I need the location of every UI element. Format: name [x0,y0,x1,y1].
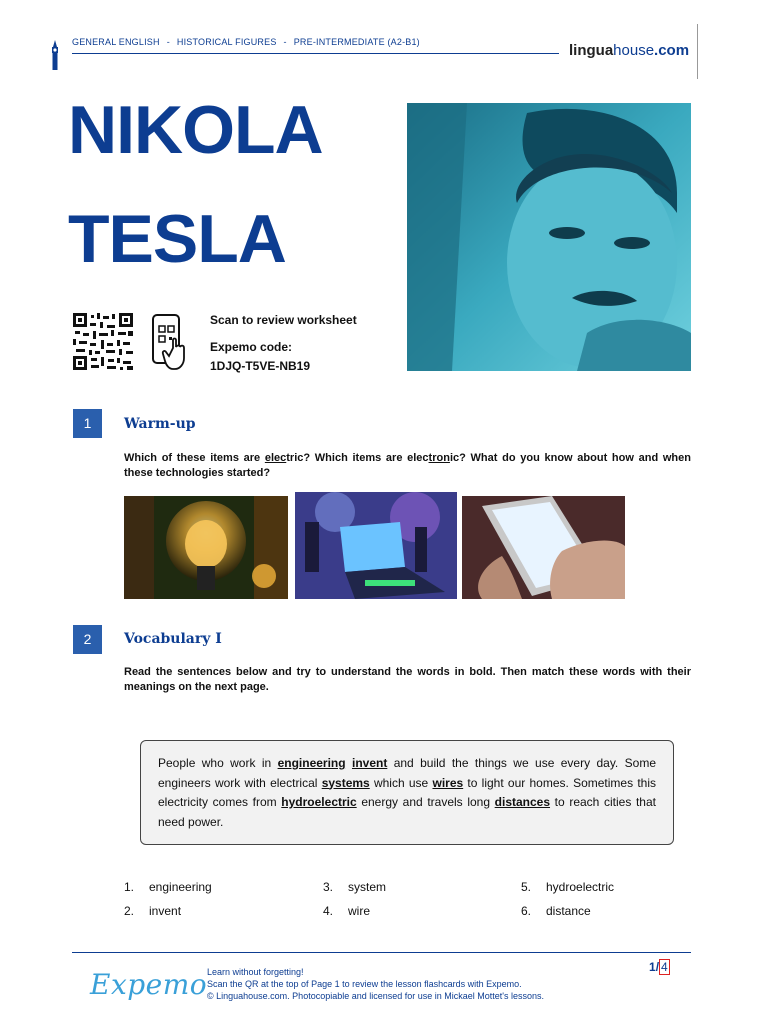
passage-text-4: which use [369,775,433,790]
instr-part-2: tric? Which items are elec [286,452,429,464]
instr-part-3: ic? What do you know about how and when these technologies started? [124,452,691,479]
page-number [649,960,670,974]
title-line-2: TESLA [68,201,286,277]
section-1-title: Warm-up [124,416,196,432]
breadcrumb-level-range: PRE-INTERMEDIATE (A2-B1) [293,37,420,47]
bold-word-engineering: engineering [277,756,346,770]
brand-logo[interactable] [569,42,689,59]
laptop-dj-photo [295,492,457,599]
section-1-instruction [124,451,691,481]
tesla-portrait-image [407,103,691,371]
vocab-item-word: wire [348,904,371,918]
passage-text-5: to light our homes. Sometimes this electricity comes from [158,775,656,809]
page-total[interactable]: 4 [661,960,668,974]
section-1-number: 1 [73,409,102,438]
section-2-number: 2 [73,625,102,654]
bold-word-hydroelectric: hydroelectric [281,795,357,809]
footer-text [207,966,544,1002]
vocab-item-5 [521,880,614,894]
vocab-item-word: hydroelectric [546,880,615,894]
phone-scan-icon [151,314,191,371]
bold-word-invent: invent [351,756,388,770]
vocab-item-word: distance [546,904,591,918]
vocab-item-number: 3. [323,880,334,894]
brand-domain: .com [654,42,690,59]
vocab-item-4 [323,904,370,918]
brand-house: house [613,42,655,59]
big-ben-icon [50,40,60,70]
bold-word-wires: wires [432,775,464,790]
passage-text-7: to reach cities that need power. [158,795,656,829]
brand-lingua: lingua [569,42,614,59]
smartphone-photo [462,496,625,599]
footer-divider [72,952,691,953]
qr-code-icon[interactable] [73,313,133,370]
section-2-title: Vocabulary I [124,631,222,647]
expemo-logo[interactable]: Expemo [90,968,208,1001]
lightbulb-photo [124,496,288,599]
vocab-item-number: 1. [124,880,135,894]
vocab-item-6 [521,904,591,918]
page-separator: / [655,960,660,974]
footer-tagline: Learn without forgetting! [207,967,304,977]
vocab-item-number: 4. [323,904,334,918]
header-vertical-divider [697,24,698,79]
expemo-code-label: Expemo code: [210,340,293,354]
vocab-item-word: system [348,880,387,894]
expemo-code-value: 1DJQ-T5VE-NB19 [210,359,311,373]
instr-part-1: Which of these items are [124,452,265,464]
vocab-item-2 [124,904,181,918]
passage-text-6: energy and travels long [356,795,495,809]
breadcrumb-topic: HISTORICAL FIGURES [176,37,277,47]
vocab-item-number: 2. [124,904,135,918]
vocab-item-number: 5. [521,880,532,894]
vocab-item-1 [124,880,212,894]
scan-instruction: Scan to review worksheet [210,313,357,327]
vocab-item-3 [323,880,386,894]
vocab-item-word: invent [149,904,182,918]
passage-text-3: and build the things we use every day. Some engineers work with electrical [158,756,656,790]
instr-stress-tron: tron [428,452,450,464]
section-2-instruction: Read the sentences below and try to understand the words in bold. Then match these words with their meanings on the next page. [124,666,691,693]
breadcrumb-level: GENERAL ENGLISH [72,37,160,47]
title-line-1: NIKOLA [68,92,323,168]
instr-stress-elec: elec [264,452,287,464]
page-current: 1 [649,960,656,974]
footer-copyright: © Linguahouse.com. Photocopiable and licensed for use in Mickael Mottet's lessons. [207,991,545,1001]
bold-word-systems: systems [321,775,370,790]
header-divider [72,53,559,54]
vocab-passage-box [140,740,674,845]
footer-qr-note: Scan the QR at the top of Page 1 to review the lesson flashcards with Expemo. [207,979,522,989]
bold-word-distances: distances [494,795,551,809]
vocab-item-number: 6. [521,904,532,918]
vocab-item-word: engineering [149,880,212,894]
passage-text-1: People who work in [158,756,278,770]
breadcrumb: GENERAL ENGLISH - HISTORICAL FIGURES - PRE-INTERMEDIATE (A2-B1) [72,37,420,47]
